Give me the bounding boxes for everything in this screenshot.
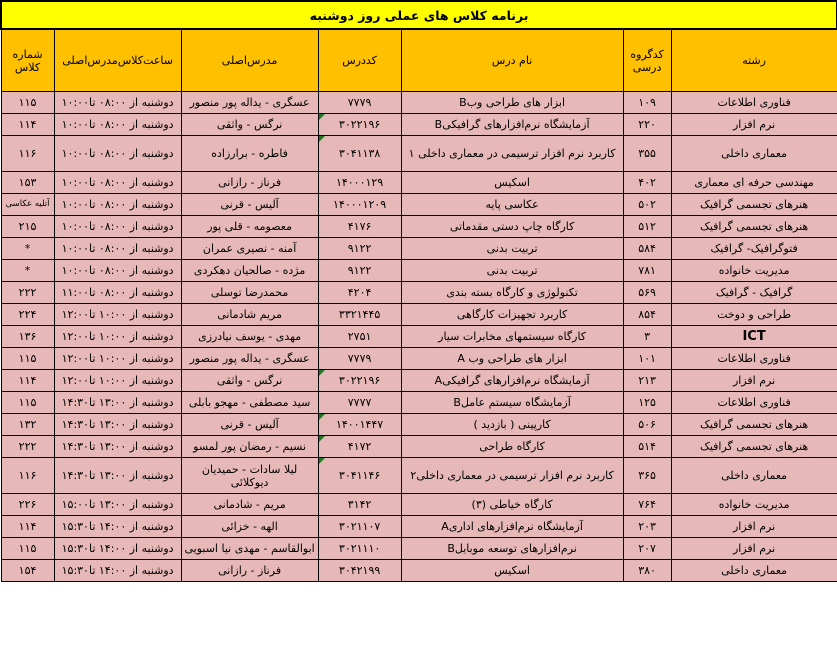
table-row (1, 392, 837, 414)
cell-time: دوشنبه از ۱۰:۰۰ تا۱۲:۰۰ (54, 326, 181, 348)
cell-group-code: ۵۸۴ (623, 238, 671, 260)
course-code-text: ۲۷۵۱ (347, 330, 372, 343)
table-body (1, 92, 837, 582)
table-row (1, 494, 837, 516)
cell-course-code (318, 414, 401, 436)
cell-course-name: کاربرد نرم افزار ترسیمی در معماری داخلی ۱ (401, 136, 623, 172)
course-code-text: ۳۰۲۱۱۱۰ (338, 542, 381, 555)
cell-course-name: اسکیس (401, 172, 623, 194)
cell-major: معماری داخلی (671, 136, 837, 172)
header-room: شماره کلاس (1, 29, 54, 92)
table-row (1, 136, 837, 172)
table-row (1, 414, 837, 436)
cell-time: دوشنبه از ۱۳:۰۰ تا۱۴:۳۰ (54, 392, 181, 414)
cell-instructor: فرناز - رازانی (181, 560, 318, 582)
cell-major: معماری داخلی (671, 560, 837, 582)
header-course-code: کددرس (318, 29, 401, 92)
cell-course-name: آزمایشگاه نرم‌افزارهای گرافیکیB (401, 114, 623, 136)
header-time: ساعت‌کلاس‌مدرس‌اصلی (54, 29, 181, 92)
course-code-text: ۳۰۴۲۱۹۹ (338, 564, 381, 577)
cell-course-code (318, 304, 401, 326)
cell-room: ۱۱۴ (1, 516, 54, 538)
cell-course-code (318, 136, 401, 172)
cell-major: مهندسی حرفه ای معماری (671, 172, 837, 194)
cell-instructor: لیلا سادات - حمیدیان دیوکلائی (181, 458, 318, 494)
cell-time: دوشنبه از ۰۸:۰۰ تا۱۱:۰۰ (54, 282, 181, 304)
cell-comment-marker (319, 436, 325, 442)
cell-time: دوشنبه از ۰۸:۰۰ تا۱۰:۰۰ (54, 114, 181, 136)
cell-major: طراحی و دوخت (671, 304, 837, 326)
cell-course-name: کاربرد نرم افزار ترسیمی در معماری داخلی۲ (401, 458, 623, 494)
course-code-text: ۹۱۲۲ (347, 264, 372, 277)
cell-major: نرم افزار (671, 516, 837, 538)
course-code-text: ۳۰۲۲۱۹۶ (338, 374, 381, 387)
cell-course-code (318, 92, 401, 114)
cell-room: ۲۲۲ (1, 282, 54, 304)
cell-course-name: کارگاه طراحی (401, 436, 623, 458)
course-code-text: ۳۰۴۱۱۴۶ (338, 469, 381, 482)
cell-instructor: معصومه - قلی پور (181, 216, 318, 238)
cell-time: دوشنبه از ۱۳:۰۰ تا۱۴:۳۰ (54, 458, 181, 494)
header-major: رشته (671, 29, 837, 92)
cell-room: ۱۱۶ (1, 458, 54, 494)
cell-time: دوشنبه از ۰۸:۰۰ تا۱۰:۰۰ (54, 136, 181, 172)
cell-time: دوشنبه از ۱۴:۰۰ تا۱۵:۳۰ (54, 560, 181, 582)
cell-comment-marker (319, 458, 325, 464)
cell-course-name: تربیت بدنی (401, 238, 623, 260)
cell-instructor: نرگس - واثقی (181, 114, 318, 136)
page-title: برنامه کلاس های عملی روز دوشنبه (1, 1, 837, 29)
table-row (1, 348, 837, 370)
cell-room: ۲۲۴ (1, 304, 54, 326)
cell-course-name: تکنولوژی و کارگاه بسته بندی (401, 282, 623, 304)
header-instructor: مدرس‌اصلی (181, 29, 318, 92)
cell-group-code: ۲۱۳ (623, 370, 671, 392)
cell-time: دوشنبه از ۱۴:۰۰ تا۱۵:۳۰ (54, 538, 181, 560)
cell-course-code (318, 436, 401, 458)
cell-time: دوشنبه از ۱۴:۰۰ تا۱۵:۳۰ (54, 516, 181, 538)
cell-group-code: ۱۲۵ (623, 392, 671, 414)
table-row (1, 458, 837, 494)
cell-major: فناوری اطلاعات (671, 348, 837, 370)
cell-course-name: کاربرد تجهیزات کارگاهی (401, 304, 623, 326)
title-row (1, 1, 837, 29)
cell-major: نرم افزار (671, 370, 837, 392)
cell-course-code (318, 392, 401, 414)
cell-group-code: ۷۸۱ (623, 260, 671, 282)
cell-course-name: نرم‌افزارهای توسعه موبایلB (401, 538, 623, 560)
cell-group-code: ۴۰۲ (623, 172, 671, 194)
cell-instructor: الهه - خزائی (181, 516, 318, 538)
table-row (1, 282, 837, 304)
cell-instructor: فرناز - رازانی (181, 172, 318, 194)
cell-major: هنرهای تجسمی گرافیک (671, 436, 837, 458)
cell-room: ۲۲۲ (1, 436, 54, 458)
course-code-text: ۴۱۷۶ (347, 220, 372, 233)
table-row (1, 538, 837, 560)
cell-room: ۲۱۵ (1, 216, 54, 238)
cell-course-code (318, 458, 401, 494)
cell-course-name: تربیت بدنی (401, 260, 623, 282)
cell-course-name: ابزار های طراحی وب A (401, 348, 623, 370)
cell-room: ۱۱۶ (1, 136, 54, 172)
table-row (1, 216, 837, 238)
cell-major: هنرهای تجسمی گرافیک (671, 216, 837, 238)
table-row (1, 370, 837, 392)
cell-group-code: ۳۶۵ (623, 458, 671, 494)
course-code-text: ۳۳۲۱۴۴۵ (338, 308, 381, 321)
cell-instructor: مهدی - یوسف نیادرزی (181, 326, 318, 348)
header-group-code: کدگروه درسی (623, 29, 671, 92)
cell-course-name: اسکیس (401, 560, 623, 582)
cell-instructor: عسگری - یداله پور منصور (181, 92, 318, 114)
course-code-text: ۱۴۰۰۱۴۴۷ (335, 418, 384, 431)
cell-room: ۱۳۶ (1, 326, 54, 348)
cell-room: ۱۱۴ (1, 114, 54, 136)
cell-course-name: ابزار های طراحی وبB (401, 92, 623, 114)
cell-group-code: ۳ (623, 326, 671, 348)
cell-instructor: محمدرضا توسلی (181, 282, 318, 304)
cell-comment-marker (319, 114, 325, 120)
table-row (1, 260, 837, 282)
cell-course-name: کارپینی ( بازدید ) (401, 414, 623, 436)
cell-course-code (318, 114, 401, 136)
cell-time: دوشنبه از ۰۸:۰۰ تا۱۰:۰۰ (54, 260, 181, 282)
cell-major: هنرهای تجسمی گرافیک (671, 194, 837, 216)
table-row (1, 92, 837, 114)
cell-course-code (318, 326, 401, 348)
course-code-text: ۴۲۰۴ (347, 286, 372, 299)
cell-instructor: سید مصطفی - مهجو بابلی (181, 392, 318, 414)
cell-room: * (1, 238, 54, 260)
cell-room: ۱۳۲ (1, 414, 54, 436)
cell-room: ۱۵۳ (1, 172, 54, 194)
table-row (1, 560, 837, 582)
cell-room: ۱۱۵ (1, 348, 54, 370)
cell-major: هنرهای تجسمی گرافیک (671, 414, 837, 436)
cell-instructor: ابوالقاسم - مهدی نیا اسبویی (181, 538, 318, 560)
cell-group-code: ۳۵۵ (623, 136, 671, 172)
cell-group-code: ۵۱۲ (623, 216, 671, 238)
cell-major: معماری داخلی (671, 458, 837, 494)
cell-major: فناوری اطلاعات (671, 92, 837, 114)
cell-instructor: عسگری - یداله پور منصور (181, 348, 318, 370)
cell-instructor: آلیس - قرنی (181, 194, 318, 216)
cell-course-name: آزمایشگاه نرم‌افزارهای گرافیکیA (401, 370, 623, 392)
cell-course-code (318, 194, 401, 216)
cell-group-code: ۵۰۶ (623, 414, 671, 436)
cell-instructor: مریم شادمانی (181, 304, 318, 326)
cell-time: دوشنبه از ۰۸:۰۰ تا۱۰:۰۰ (54, 194, 181, 216)
cell-course-code (318, 348, 401, 370)
cell-course-code (318, 538, 401, 560)
cell-time: دوشنبه از ۰۸:۰۰ تا۱۰:۰۰ (54, 238, 181, 260)
cell-time: دوشنبه از ۱۰:۰۰ تا۱۲:۰۰ (54, 348, 181, 370)
cell-course-code (318, 516, 401, 538)
cell-major: گرافیک - گرافیک (671, 282, 837, 304)
cell-course-name: آزمایشگاه نرم‌افزارهای اداریA (401, 516, 623, 538)
cell-course-name: کارگاه خیاطی (۳) (401, 494, 623, 516)
cell-comment-marker (319, 414, 325, 420)
cell-major: مدیریت خانواده (671, 494, 837, 516)
cell-room: * (1, 260, 54, 282)
cell-course-code (318, 260, 401, 282)
cell-time: دوشنبه از ۰۸:۰۰ تا۱۰:۰۰ (54, 216, 181, 238)
cell-time: دوشنبه از ۰۸:۰۰ تا۱۰:۰۰ (54, 172, 181, 194)
cell-major: نرم افزار (671, 114, 837, 136)
cell-time: دوشنبه از ۱۳:۰۰ تا۱۴:۳۰ (54, 436, 181, 458)
cell-instructor: آمنه - نصیری عمران (181, 238, 318, 260)
table-row (1, 304, 837, 326)
course-code-text: ۳۱۴۲ (347, 498, 372, 511)
cell-instructor: مژده - صالحیان دهکردی (181, 260, 318, 282)
cell-room: ۱۱۴ (1, 370, 54, 392)
table-row (1, 516, 837, 538)
cell-course-code (318, 216, 401, 238)
cell-room: ۱۱۵ (1, 392, 54, 414)
cell-time: دوشنبه از ۱۳:۰۰ تا۱۵:۰۰ (54, 494, 181, 516)
header-course-name: نام درس (401, 29, 623, 92)
cell-group-code: ۲۲۰ (623, 114, 671, 136)
cell-group-code: ۵۰۲ (623, 194, 671, 216)
cell-instructor: آلیس - قرنی (181, 414, 318, 436)
cell-group-code: ۵۱۴ (623, 436, 671, 458)
cell-instructor: نسیم - رمضان پور لمسو (181, 436, 318, 458)
cell-course-code (318, 560, 401, 582)
cell-room: ۲۲۶ (1, 494, 54, 516)
cell-course-code (318, 494, 401, 516)
cell-time: دوشنبه از ۱۳:۰۰ تا۱۴:۳۰ (54, 414, 181, 436)
table-row (1, 172, 837, 194)
cell-time: دوشنبه از ۱۰:۰۰ تا۱۲:۰۰ (54, 304, 181, 326)
table-row (1, 436, 837, 458)
course-code-text: ۳۰۲۱۱۰۷ (338, 520, 381, 533)
course-code-text: ۱۴۰۰۰۱۲۹ (335, 176, 384, 189)
cell-comment-marker (319, 370, 325, 376)
cell-major: نرم افزار (671, 538, 837, 560)
course-code-text: ۳۰۴۱۱۳۸ (338, 147, 381, 160)
cell-instructor: مریم - شادمانی (181, 494, 318, 516)
cell-room: آتلیه عکاسی (1, 194, 54, 216)
table-row (1, 114, 837, 136)
cell-instructor: نرگس - واثقی (181, 370, 318, 392)
cell-course-code (318, 370, 401, 392)
table-row (1, 326, 837, 348)
course-code-text: ۷۷۷۹ (347, 96, 372, 109)
table-row (1, 238, 837, 260)
cell-course-name: کارگاه چاپ دستی مقدماتی (401, 216, 623, 238)
cell-major: ICT (671, 326, 837, 348)
cell-comment-marker (319, 136, 325, 142)
cell-group-code: ۷۶۴ (623, 494, 671, 516)
cell-course-name: عکاسی پایه (401, 194, 623, 216)
header-row (1, 29, 837, 92)
cell-room: ۱۵۴ (1, 560, 54, 582)
cell-major: مدیریت خانواده (671, 260, 837, 282)
course-code-text: ۱۴۰۰۰۱۲۰۹ (333, 198, 387, 211)
course-code-text: ۷۷۷۹ (347, 352, 372, 365)
cell-course-code (318, 172, 401, 194)
cell-course-name: کارگاه سیستمهای مخابرات سیار (401, 326, 623, 348)
cell-group-code: ۲۰۳ (623, 516, 671, 538)
cell-room: ۱۱۵ (1, 92, 54, 114)
course-code-text: ۹۱۲۲ (347, 242, 372, 255)
cell-time: دوشنبه از ۰۸:۰۰ تا۱۰:۰۰ (54, 92, 181, 114)
cell-major: فتوگرافیک- گرافیک (671, 238, 837, 260)
cell-instructor: فاطره - برارزاده (181, 136, 318, 172)
course-code-text: ۴۱۷۲ (347, 440, 372, 453)
cell-group-code: ۱۰۹ (623, 92, 671, 114)
cell-course-name: آزمایشگاه سیستم عاملB (401, 392, 623, 414)
cell-time: دوشنبه از ۱۰:۰۰ تا۱۲:۰۰ (54, 370, 181, 392)
course-code-text: ۳۰۲۲۱۹۶ (338, 118, 381, 131)
cell-group-code: ۱۰۱ (623, 348, 671, 370)
cell-course-code (318, 282, 401, 304)
table-row (1, 194, 837, 216)
cell-group-code: ۲۰۷ (623, 538, 671, 560)
cell-course-code (318, 238, 401, 260)
cell-group-code: ۳۸۰ (623, 560, 671, 582)
cell-group-code: ۸۵۴ (623, 304, 671, 326)
cell-room: ۱۱۵ (1, 538, 54, 560)
course-code-text: ۷۷۷۷ (347, 396, 372, 409)
cell-major: فناوری اطلاعات (671, 392, 837, 414)
cell-group-code: ۵۶۹ (623, 282, 671, 304)
